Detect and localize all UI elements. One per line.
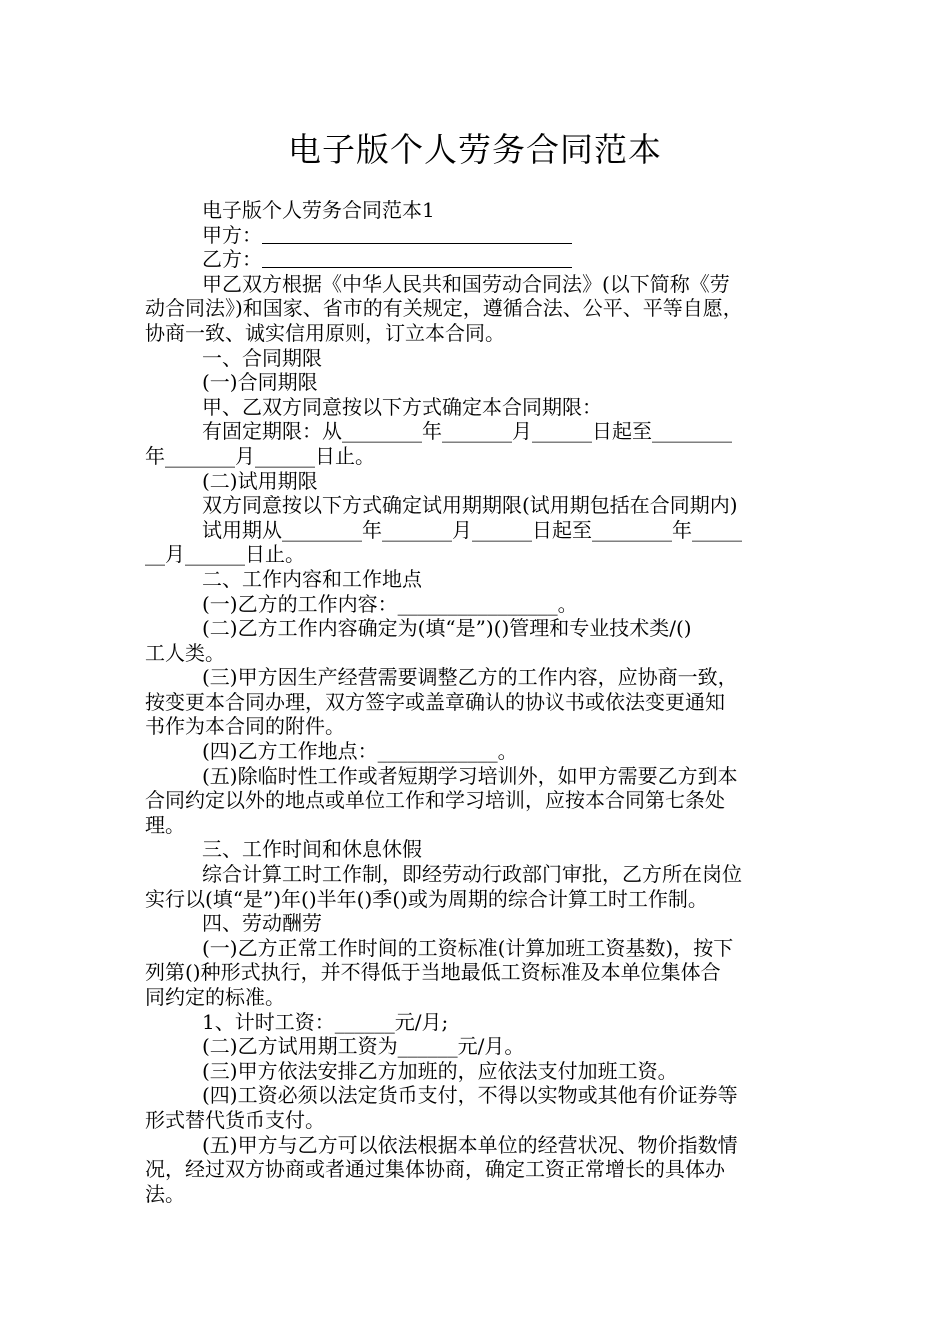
section-heading: 四、劳动酬劳 xyxy=(202,911,322,936)
paragraph-line: (四)工资必须以法定货币支付，不得以实物或其他有价证券等 xyxy=(202,1083,738,1108)
paragraph-line: 形式替代货币支付。 xyxy=(145,1107,325,1132)
paragraph-line: 理。 xyxy=(145,812,185,837)
paragraph-line: 实行以(填“是”)年()半年()季()或为周期的综合计算工时工作制。 xyxy=(145,886,708,911)
paragraph-line: (一)乙方正常工作时间的工资标准(计算加班工资基数)，按下 xyxy=(202,935,734,960)
paragraph-line: 况，经过双方协商或者通过集体协商，确定工资正常增长的具体办 xyxy=(145,1157,725,1182)
paragraph-line: 动合同法》)和国家、省市的有关规定，遵循合法、公平、平等自愿， xyxy=(145,296,743,321)
section-heading: 一、合同期限 xyxy=(202,345,322,370)
section-heading: 二、工作内容和工作地点 xyxy=(202,566,422,591)
section-heading: 三、工作时间和休息休假 xyxy=(202,837,422,862)
subsection-heading: (二)试用期限 xyxy=(202,468,318,493)
paragraph-line: 书作为本合同的附件。 xyxy=(145,714,345,739)
paragraph-line: (二)乙方试用期工资为______元/月。 xyxy=(202,1034,525,1059)
paragraph-line: (五)除临时性工作或者短期学习培训外，如甲方需要乙方到本 xyxy=(202,763,738,788)
page-title: 电子版个人劳务合同范本 xyxy=(288,130,662,169)
paragraph-line: 同约定的标准。 xyxy=(145,985,285,1009)
paragraph-line: (三)甲方依法安排乙方加班的，应依法支付加班工资。 xyxy=(202,1058,678,1083)
paragraph-line: 双方同意按以下方式确定试用期期限(试用期包括在合同期内) xyxy=(202,493,738,518)
section-heading: 电子版个人劳务合同范本1 xyxy=(202,198,435,222)
paragraph-line: (四)乙方工作地点：____________。 xyxy=(202,739,518,764)
paragraph-line: 甲、乙双方同意按以下方式确定本合同期限： xyxy=(202,394,602,419)
paragraph-line: (三)甲方因生产经营需要调整乙方的工作内容，应协商一致， xyxy=(202,665,738,690)
paragraph-line: (五)甲方与乙方可以依法根据本单位的经营状况、物价指数情 xyxy=(202,1132,738,1157)
subsection-heading: (一)合同期限 xyxy=(202,370,318,395)
party-b-blank[interactable] xyxy=(262,247,572,268)
paragraph-line: 试用期从________年_______月______日起至________年_____ xyxy=(202,517,742,542)
party-a-line: 甲方： xyxy=(145,223,810,248)
paragraph-line: 年_______月______日止。 xyxy=(145,443,375,468)
paragraph-line: 综合计算工时工作制，即经劳动行政部门审批，乙方所在岗位 xyxy=(202,862,742,887)
paragraph-line: 协商一致、诚实信用原则，订立本合同。 xyxy=(145,320,505,345)
paragraph-line: (一)乙方的工作内容：________________。 xyxy=(202,591,578,616)
paragraph-line: 合同约定以外的地点或单位工作和学习培训，应按本合同第七条处 xyxy=(145,788,725,813)
paragraph-line: 按变更本合同办理，双方签字或盖章确认的协议书或依法变更通知 xyxy=(145,689,725,714)
contract-body xyxy=(145,198,810,1206)
paragraph-line: 有固定期限：从________年_______月______日起至________ xyxy=(202,419,732,444)
paragraph-line: 甲乙双方根据《中华人民共和国劳动合同法》(以下简称《劳 xyxy=(202,271,730,296)
paragraph-line: 1、计时工资：______元/月; xyxy=(202,1009,449,1034)
paragraph-line: 列第()种形式执行，并不得低于当地最低工资标准及本单位集体合 xyxy=(145,960,721,985)
paragraph-line: (二)乙方工作内容确定为(填“是”)()管理和专业技术类/() xyxy=(202,616,692,641)
paragraph-line: 法。 xyxy=(145,1181,185,1206)
paragraph-line: __月______日止。 xyxy=(145,542,305,567)
party-b-line: 乙方： xyxy=(145,247,810,272)
paragraph-line: 工人类。 xyxy=(145,640,225,665)
party-a-blank[interactable] xyxy=(262,223,572,244)
